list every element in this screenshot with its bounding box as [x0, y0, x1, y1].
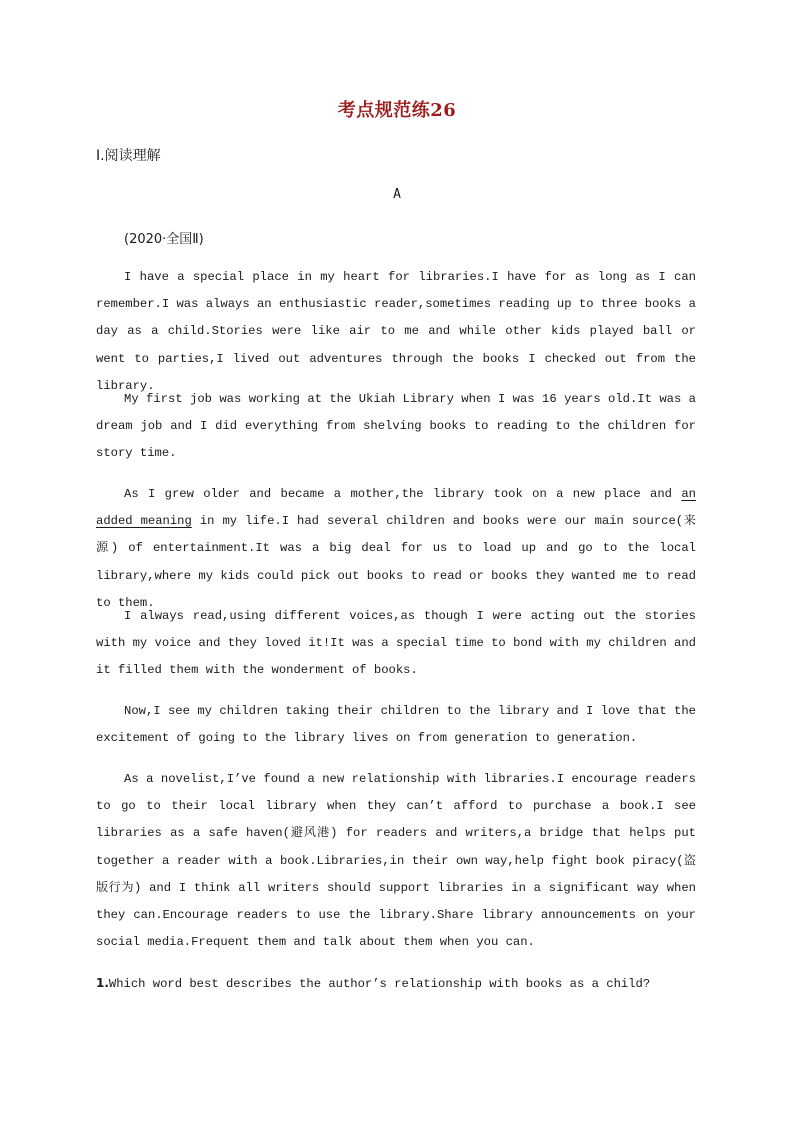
paragraph-3-text-after: in my life.I had several children and books were our main source(来源) of entertainment.It was a big deal for us to load up and go to the local library,where my kids could pick out books to read or books they wanted me to read to them. [96, 514, 696, 610]
question-number: 1. [96, 976, 109, 990]
passage-paragraph-1: I have a special place in my heart for libraries.I have for as long as I can remember.I was always an enthusiastic reader,sometimes reading up to three books a day as a child.Stories were like air to me and while other kids played ball or went to parties,I lived out adventures through the books I checked out from the library. [96, 270, 696, 393]
section-heading: Ⅰ.阅读理解 [96, 148, 161, 164]
passage-paragraph-3 [96, 481, 696, 617]
passage-source: (2020·全国Ⅱ) [124, 232, 204, 247]
question-1 [96, 970, 716, 998]
passage-paragraph-6: As a novelist,I’ve found a new relationship with libraries.I encourage readers to go to their local library when they can’t afford to purchase a book.I see libraries as a safe haven(避风港) for readers and writers,a bridge that helps put together a reader with a book.Libraries,in their own way,help fight book piracy(盗版行为) and I think all writers should support libraries in a significant way when they can.Encourage readers to use the library.Share library announcements on your social media.Frequent them and talk about them when you can. [96, 772, 696, 950]
paragraph-3-text-before: As I grew older and became a mother,the library took on a new place and [124, 487, 682, 501]
passage-label: A [393, 187, 401, 202]
passage-paragraph-4: I always read,using different voices,as though I were acting out the stories with my voice and they loved it!It was a special time to bond with my children and it filled them with the wonderment of books. [96, 609, 696, 678]
question-text: Which word best describes the author’s relationship with books as a child? [108, 977, 651, 991]
page-title: 考点规范练26 [337, 100, 457, 121]
underlined-phrase: an added meaning [96, 487, 696, 529]
passage-paragraph-2: My first job was working at the Ukiah Library when I was 16 years old.It was a dream job and I did everything from shelving books to reading to the children for story time. [96, 392, 696, 461]
passage-paragraph-5: Now,I see my children taking their children to the library and I love that the excitement of going to the library lives on from generation to generation. [96, 704, 696, 746]
